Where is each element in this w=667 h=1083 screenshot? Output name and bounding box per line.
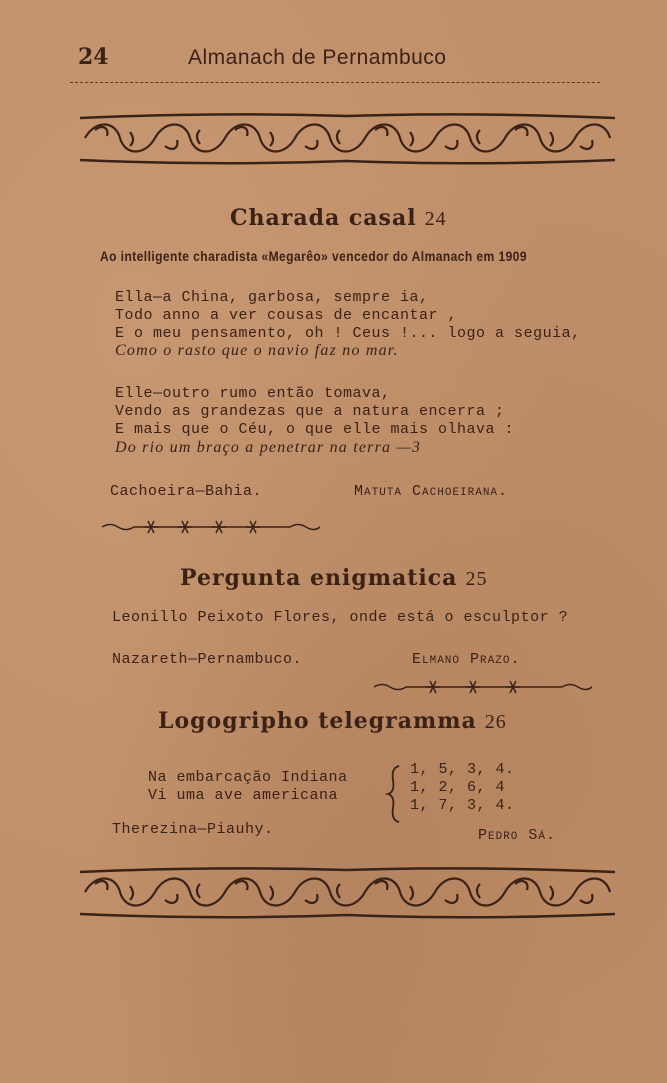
stanza2-line4: Do rio um braço a penetrar na terra —3: [115, 439, 422, 456]
logogripho-code3: 1, 7, 3, 4.: [410, 797, 515, 814]
pergunta-title: Pergunta enigmatica: [180, 565, 458, 591]
divider-1: [100, 520, 320, 534]
stanza1-line2: Todo anno a ver cousas de encantar ,: [115, 307, 458, 324]
pergunta-author: Elmano Prazo.: [412, 651, 521, 668]
divider-2: [372, 680, 592, 694]
ornament-bottom: [75, 862, 620, 922]
stanza2-line1: Elle—outro rumo então tomava,: [115, 385, 391, 402]
running-title: Almanach de Pernambuco: [188, 46, 447, 69]
stanza1-line1: Ella—a China, garbosa, sempre ia,: [115, 289, 429, 306]
logogripho-author: Pedro Sá.: [478, 827, 557, 844]
ornament-top: [75, 108, 620, 168]
charada-title: Charada casal: [230, 205, 417, 231]
logogripho-code2: 1, 2, 6, 4: [410, 779, 506, 796]
charada-title-line: [230, 205, 447, 231]
logogripho-line2: Vi uma ave americana: [148, 787, 339, 804]
logogripho-number: 26: [484, 711, 507, 733]
charada-place: Cachoeira—Bahia.: [110, 483, 263, 500]
pergunta-place: Nazareth—Pernambuco.: [112, 651, 303, 668]
charada-dedication: Ao intelligente charadista «Megarêo» vencedor do Almanach em 1909: [100, 248, 527, 264]
charada-number: 24: [424, 208, 447, 230]
brace-icon: [385, 764, 405, 824]
logogripho-line1: Na embarcação Indiana: [148, 769, 348, 786]
logogripho-place: Therezina—Piauhy.: [112, 821, 274, 838]
stanza1-line4: Como o rasto que o navio faz no mar.: [115, 342, 399, 359]
stanza1-line3: E o meu pensamento, oh ! Ceus !... logo a seguia,: [115, 325, 581, 342]
header-rule: [70, 82, 600, 83]
pergunta-title-line: [180, 565, 487, 591]
charada-author: Matuta Cachoeirana.: [354, 483, 509, 500]
logogripho-title: Logogripho telegramma: [158, 708, 477, 734]
logogripho-code1: 1, 5, 3, 4.: [410, 761, 515, 778]
stanza2-line2: Vendo as grandezas que a natura encerra ;: [115, 403, 505, 420]
pergunta-number: 25: [465, 568, 488, 590]
page-number: 24: [78, 44, 109, 70]
logogripho-title-line: [158, 708, 507, 734]
stanza2-line3: E mais que o Céu, o que elle mais olhava :: [115, 421, 515, 438]
pergunta-question: Leonillo Peixoto Flores, onde está o esculptor ?: [112, 609, 569, 626]
